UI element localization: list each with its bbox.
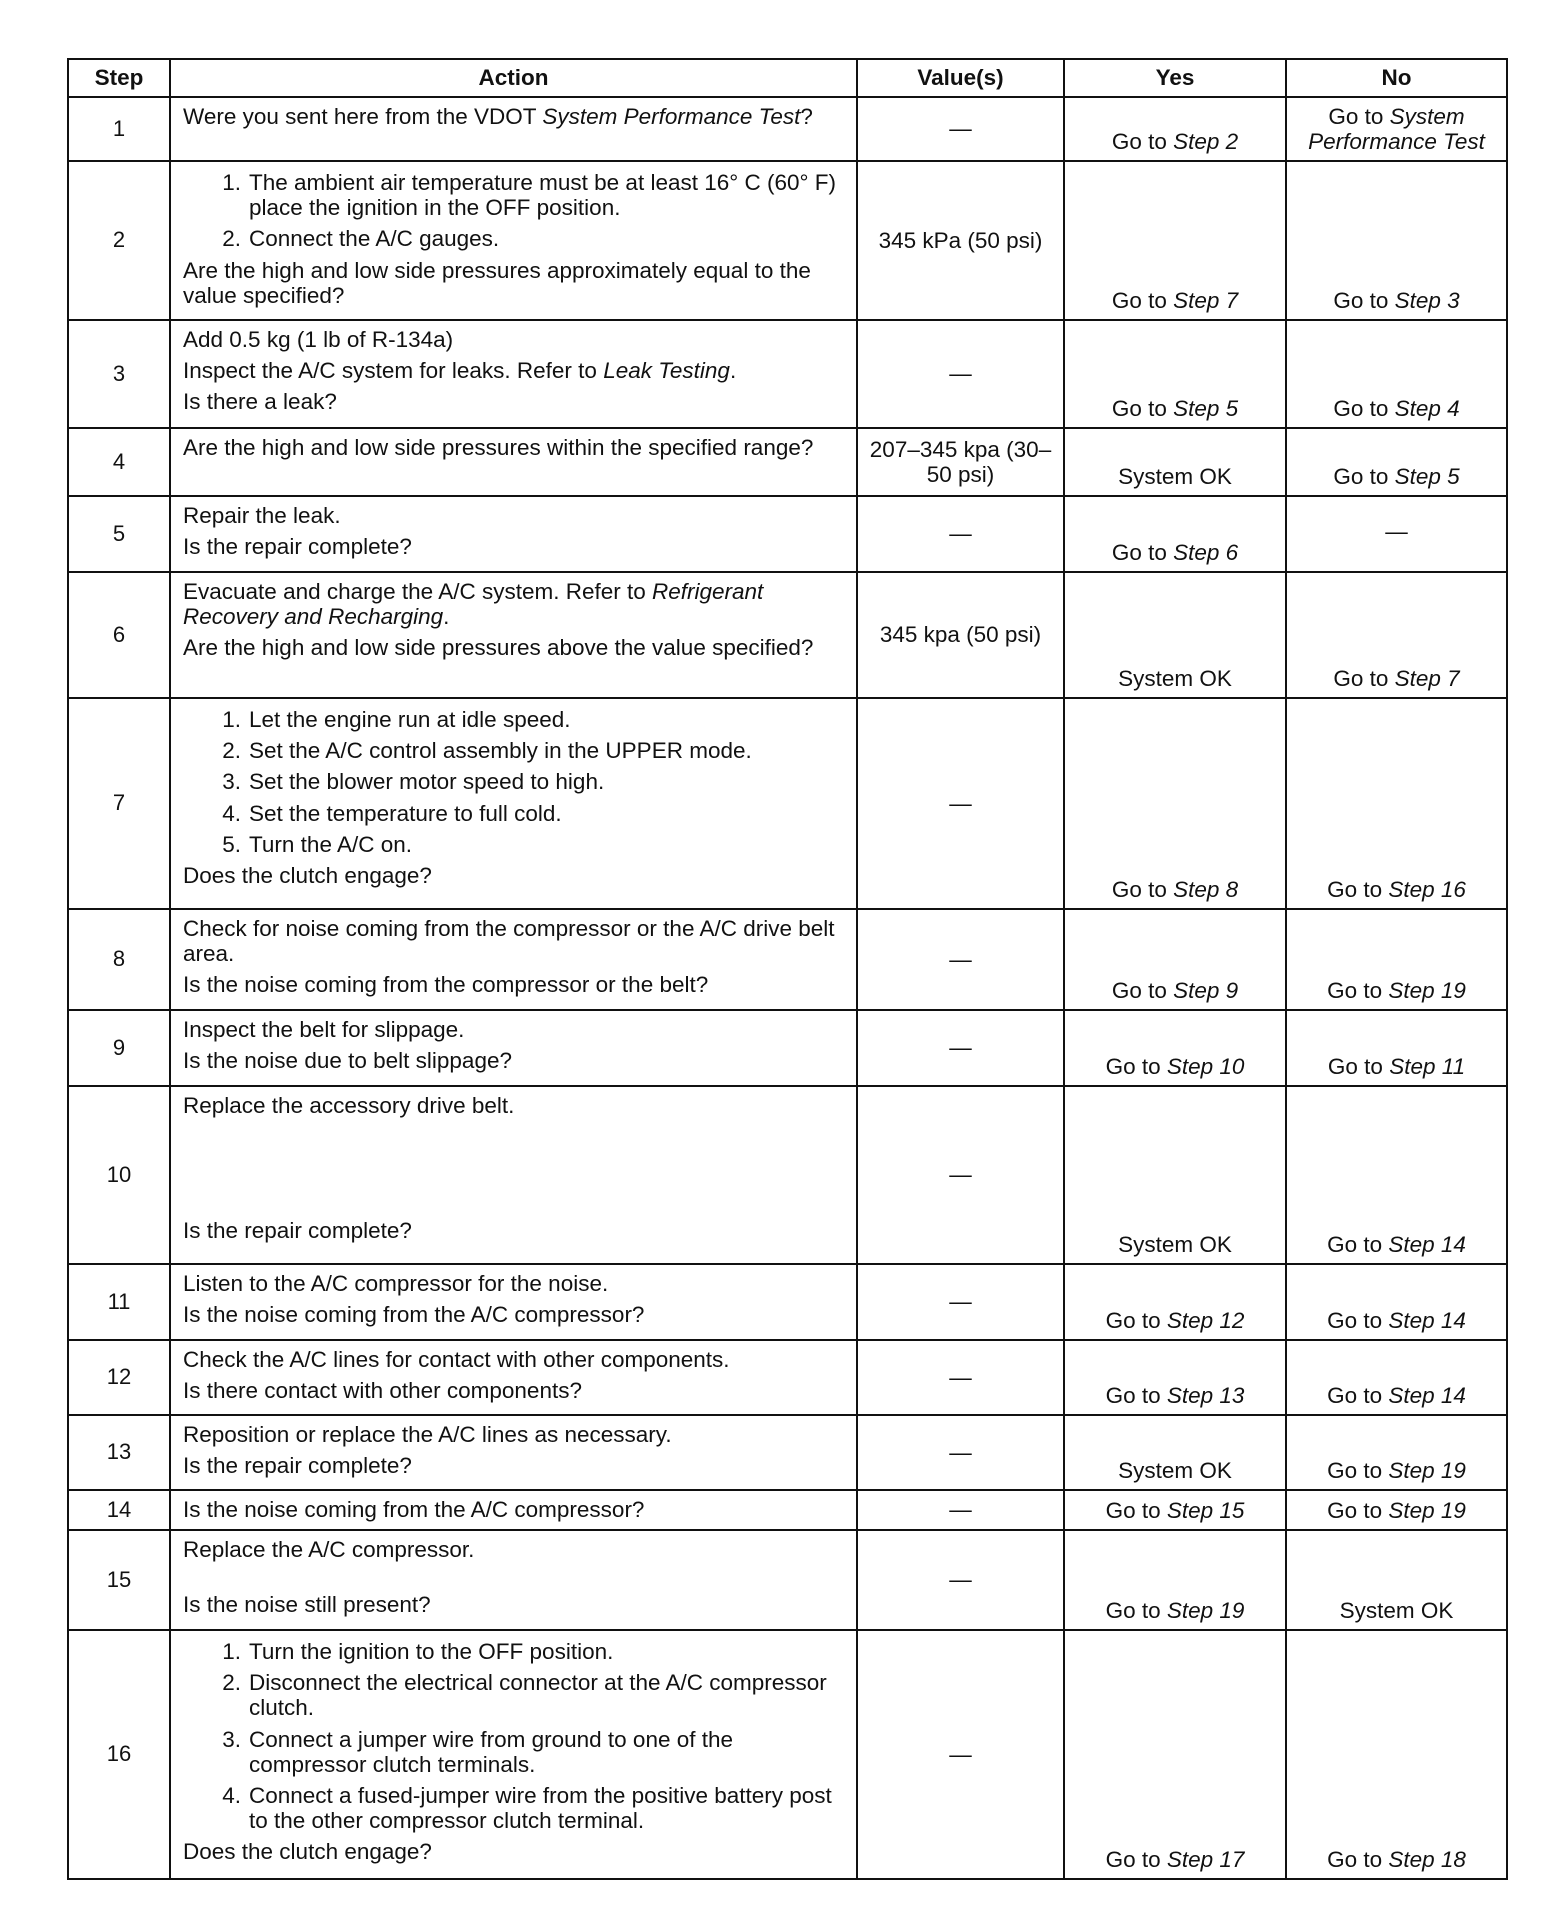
yes-cell: Go to Step 15 xyxy=(1064,1490,1286,1530)
step-number: 5 xyxy=(68,496,170,572)
action-question: Is the repair complete? xyxy=(183,534,412,560)
action-cell xyxy=(170,320,857,428)
no-cell: Go to Step 14 xyxy=(1286,1086,1507,1264)
no-cell: Go to Step 11 xyxy=(1286,1010,1507,1086)
step-number: 11 xyxy=(68,1264,170,1340)
header-values: Value(s) xyxy=(857,59,1064,97)
action-text: Are the high and low side pressures within the specified range? xyxy=(183,435,814,460)
step-number: 12 xyxy=(68,1340,170,1415)
action-text: Check for noise coming from the compressor or the A/C drive belt area. xyxy=(183,916,835,967)
action-step-item: 2. Connect the A/C gauges. xyxy=(222,226,500,252)
action-cell xyxy=(170,1340,857,1415)
action-step-item: 5. Turn the A/C on. xyxy=(222,831,413,857)
action-step-item: 3. Connect a jumper wire from ground to one of the compressor clutch terminals. xyxy=(222,1726,734,1777)
step-number: 2 xyxy=(68,161,170,320)
no-cell: Go to Step 5 xyxy=(1286,428,1507,496)
table-row xyxy=(68,97,1507,161)
step-number: 4 xyxy=(68,428,170,496)
action-question: Does the clutch engage? xyxy=(183,862,432,888)
value-cell: — xyxy=(857,1630,1064,1879)
action-steps-list xyxy=(183,1639,846,1833)
header-no: No xyxy=(1286,59,1507,97)
action-step-item: 1. Turn the ignition to the OFF position. xyxy=(222,1639,614,1664)
no-cell: Go to System Performance Test xyxy=(1286,97,1507,161)
table-row xyxy=(68,1086,1507,1264)
action-text: Inspect the belt for slippage. xyxy=(183,1017,465,1042)
step-number: 14 xyxy=(68,1490,170,1530)
yes-cell: Go to Step 17 xyxy=(1064,1630,1286,1879)
action-question: Is the noise coming from the A/C compressor? xyxy=(183,1302,645,1328)
action-cell xyxy=(170,1086,857,1264)
value-cell: — xyxy=(857,1490,1064,1530)
no-cell: Go to Step 19 xyxy=(1286,909,1507,1010)
step-number: 9 xyxy=(68,1010,170,1086)
action-cell xyxy=(170,1530,857,1630)
no-cell: Go to Step 14 xyxy=(1286,1264,1507,1340)
yes-cell: Go to Step 7 xyxy=(1064,161,1286,320)
action-question: Is the repair complete? xyxy=(183,1218,412,1244)
yes-cell: System OK xyxy=(1064,572,1286,698)
no-cell: System OK xyxy=(1286,1530,1507,1630)
yes-cell: Go to Step 19 xyxy=(1064,1530,1286,1630)
action-text: Were you sent here from the VDOT System Performance Test? xyxy=(183,104,813,129)
action-text: Add 0.5 kg (1 lb of R-134a) xyxy=(183,327,454,352)
action-question: Are the high and low side pressures above the value specified? xyxy=(183,635,814,661)
action-cell xyxy=(170,1010,857,1086)
value-cell: 345 kpa (50 psi) xyxy=(857,572,1064,698)
action-text: Inspect the A/C system for leaks. Refer to Leak Testing. xyxy=(183,358,737,384)
no-cell: — xyxy=(1286,496,1507,572)
action-step-item: 4. Set the temperature to full cold. xyxy=(222,800,562,826)
action-step-item: 2. Set the A/C control assembly in the UPPER mode. xyxy=(222,738,752,764)
action-step-item: 1. Let the engine run at idle speed. xyxy=(222,707,571,732)
step-number: 3 xyxy=(68,320,170,428)
step-number: 7 xyxy=(68,698,170,909)
action-question: Is there contact with other components? xyxy=(183,1378,582,1404)
table-row xyxy=(68,496,1507,572)
action-cell xyxy=(170,97,857,161)
action-cell xyxy=(170,1415,857,1490)
action-step-item: 3. Set the blower motor speed to high. xyxy=(222,769,605,795)
value-cell: 345 kPa (50 psi) xyxy=(857,161,1064,320)
table-row xyxy=(68,1415,1507,1490)
action-question: Are the high and low side pressures approximately equal to the value specified? xyxy=(183,257,811,308)
action-steps-list xyxy=(183,707,846,857)
table-row xyxy=(68,428,1507,496)
header-action: Action xyxy=(170,59,857,97)
action-text: Listen to the A/C compressor for the noise. xyxy=(183,1271,609,1296)
yes-cell: System OK xyxy=(1064,428,1286,496)
yes-cell: System OK xyxy=(1064,1415,1286,1490)
action-cell xyxy=(170,161,857,320)
step-number: 16 xyxy=(68,1630,170,1879)
value-cell: 207–345 kpa (30–50 psi) xyxy=(857,428,1064,496)
table-row xyxy=(68,1010,1507,1086)
table-row xyxy=(68,1630,1507,1879)
action-step-item: 1. The ambient air temperature must be at least 16° C (60° F) place the ignition in the OFF position. xyxy=(222,170,836,221)
yes-cell: Go to Step 8 xyxy=(1064,698,1286,909)
action-question: Is the noise due to belt slippage? xyxy=(183,1048,512,1074)
value-cell: — xyxy=(857,1264,1064,1340)
step-number: 6 xyxy=(68,572,170,698)
yes-cell: Go to Step 9 xyxy=(1064,909,1286,1010)
no-cell: Go to Step 16 xyxy=(1286,698,1507,909)
no-cell: Go to Step 18 xyxy=(1286,1630,1507,1879)
action-question: Is the repair complete? xyxy=(183,1453,412,1479)
action-question: Does the clutch engage? xyxy=(183,1839,432,1865)
action-cell xyxy=(170,909,857,1010)
step-number: 1 xyxy=(68,97,170,161)
value-cell: — xyxy=(857,496,1064,572)
yes-cell: Go to Step 13 xyxy=(1064,1340,1286,1415)
value-cell: — xyxy=(857,320,1064,428)
action-cell xyxy=(170,428,857,496)
step-number: 10 xyxy=(68,1086,170,1264)
yes-cell: System OK xyxy=(1064,1086,1286,1264)
value-cell: — xyxy=(857,698,1064,909)
action-cell xyxy=(170,1630,857,1879)
header-row xyxy=(68,59,1507,97)
action-text: Check the A/C lines for contact with other components. xyxy=(183,1347,730,1372)
action-cell xyxy=(170,1264,857,1340)
table-row xyxy=(68,698,1507,909)
header-yes: Yes xyxy=(1064,59,1286,97)
table-row xyxy=(68,161,1507,320)
table-row xyxy=(68,1530,1507,1630)
value-cell: — xyxy=(857,1086,1064,1264)
value-cell: — xyxy=(857,1010,1064,1086)
yes-cell: Go to Step 2 xyxy=(1064,97,1286,161)
no-cell: Go to Step 7 xyxy=(1286,572,1507,698)
header-step: Step xyxy=(68,59,170,97)
table-row xyxy=(68,1490,1507,1530)
action-cell xyxy=(170,572,857,698)
value-cell: — xyxy=(857,909,1064,1010)
action-cell xyxy=(170,698,857,909)
step-number: 8 xyxy=(68,909,170,1010)
action-text: Reposition or replace the A/C lines as necessary. xyxy=(183,1422,672,1447)
yes-cell: Go to Step 10 xyxy=(1064,1010,1286,1086)
table-row xyxy=(68,320,1507,428)
action-text: Repair the leak. xyxy=(183,503,341,528)
action-cell xyxy=(170,496,857,572)
action-cell xyxy=(170,1490,857,1530)
no-cell: Go to Step 19 xyxy=(1286,1490,1507,1530)
action-question: Is the noise coming from the compressor or the belt? xyxy=(183,972,709,998)
action-text: Evacuate and charge the A/C system. Refer to Refrigerant Recovery and Recharging. xyxy=(183,579,764,630)
action-text: Replace the A/C compressor. xyxy=(183,1537,475,1562)
no-cell: Go to Step 3 xyxy=(1286,161,1507,320)
yes-cell: Go to Step 6 xyxy=(1064,496,1286,572)
table-row xyxy=(68,909,1507,1010)
action-text: Is the noise coming from the A/C compressor? xyxy=(183,1497,645,1522)
action-text: Replace the accessory drive belt. xyxy=(183,1093,515,1118)
yes-cell: Go to Step 12 xyxy=(1064,1264,1286,1340)
value-cell: — xyxy=(857,97,1064,161)
action-question: Is there a leak? xyxy=(183,389,337,415)
step-number: 13 xyxy=(68,1415,170,1490)
table-row xyxy=(68,572,1507,698)
step-number: 15 xyxy=(68,1530,170,1630)
action-question: Is the noise still present? xyxy=(183,1592,431,1618)
diagnostic-table xyxy=(67,58,1508,1880)
action-step-item: 4. Connect a fused-jumper wire from the positive battery post to the other compressor clutch terminal. xyxy=(222,1782,832,1834)
no-cell: Go to Step 19 xyxy=(1286,1415,1507,1490)
value-cell: — xyxy=(857,1530,1064,1630)
table-row xyxy=(68,1264,1507,1340)
no-cell: Go to Step 14 xyxy=(1286,1340,1507,1415)
yes-cell: Go to Step 5 xyxy=(1064,320,1286,428)
value-cell: — xyxy=(857,1340,1064,1415)
no-cell: Go to Step 4 xyxy=(1286,320,1507,428)
action-step-item: 2. Disconnect the electrical connector at the A/C compressor clutch. xyxy=(222,1670,827,1721)
action-steps-list xyxy=(183,170,846,252)
table-row xyxy=(68,1340,1507,1415)
value-cell: — xyxy=(857,1415,1064,1490)
